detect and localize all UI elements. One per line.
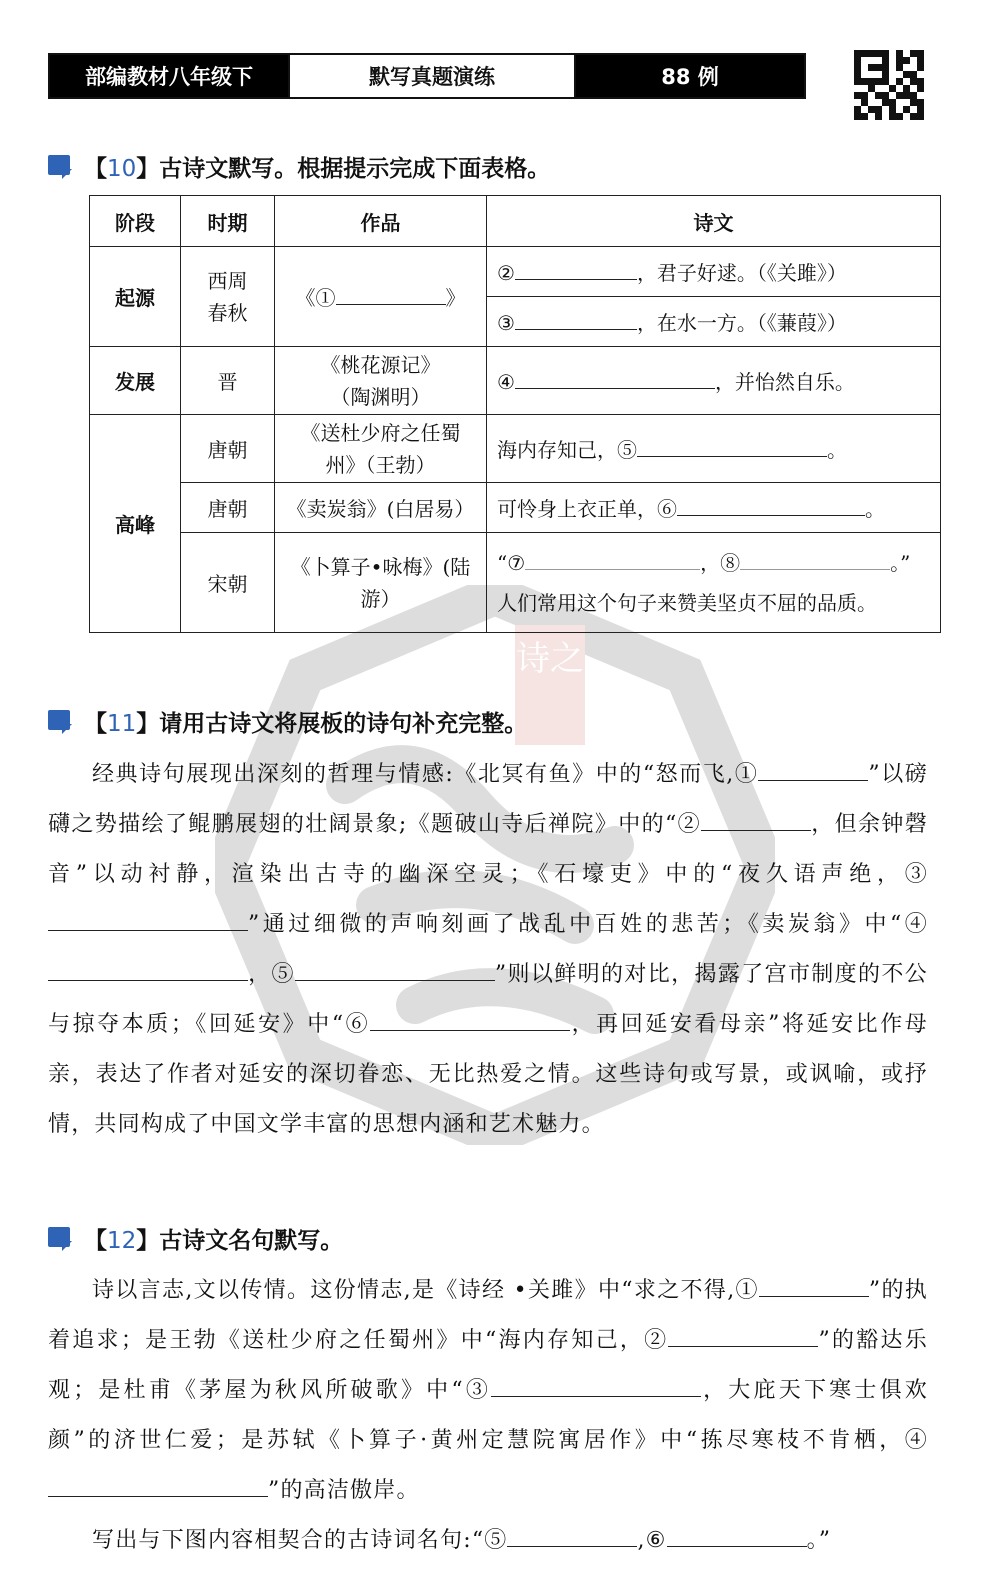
bookmark-icon (48, 1227, 74, 1251)
header-title: 默写真题演练 (288, 55, 576, 97)
question-text: 古诗文名句默写。 (159, 1228, 344, 1254)
answer-blank-6[interactable] (677, 495, 865, 516)
answer-blank-5[interactable] (507, 1524, 637, 1547)
answer-blank-6[interactable] (370, 1008, 570, 1031)
answer-blank-1[interactable] (758, 758, 868, 781)
question-number: 10 (107, 156, 137, 182)
answer-blank-4[interactable] (48, 1474, 268, 1497)
col-header-stage: 阶段 (90, 196, 181, 247)
question-12-body: 诗以言志,文以传情。这份情志,是《诗经 •关雎》中“求之不得,① ”的执着追求；是王勃《送杜少府之任蜀州》中“海内存知己，② ”的豁达乐观；是杜甫《茅屋为秋风所破歌》中“③ ，大庇天下寒士俱欢颜”的济世仁爱；是苏轼《卜算子·黄州定慧院寓居作》中“拣尽寒枝不肯栖，④”的高洁傲岸。 写出与下图内容相契合的古诗词名句:“⑤ ,⑥ 。” (48, 1266, 928, 1566)
work-cell: 《桃花源记》 （陶渊明） (275, 347, 487, 415)
stage-development: 发展 (90, 347, 181, 415)
header-textbook: 部编教材八年级下 (50, 55, 288, 97)
question-text: 请用古诗文将展板的诗句补充完整。 (159, 711, 528, 737)
question-11-title: 【11】 请用古诗文将展板的诗句补充完整。 (48, 705, 527, 738)
stage-origin: 起源 (90, 247, 181, 347)
answer-blank-2[interactable] (515, 259, 637, 280)
col-header-poem: 诗文 (487, 196, 941, 247)
poem-cell: 可怜身上衣正单，⑥ 。 (487, 483, 941, 533)
question-text: 古诗文默写。根据提示完成下面表格。 (159, 156, 551, 182)
svg-text:诗之: 诗之 (516, 639, 584, 679)
col-header-period: 时期 (181, 196, 275, 247)
answer-blank-3[interactable] (48, 908, 248, 931)
header-bar (48, 53, 806, 99)
header-count: 88 例 (576, 55, 804, 97)
answer-blank-1[interactable] (759, 1274, 869, 1297)
period-cell: 宋朝 (181, 533, 275, 633)
period-cell: 西周 春秋 (181, 247, 275, 347)
bookmark-icon (48, 155, 74, 179)
answer-blank-1[interactable] (336, 284, 446, 305)
answer-blank-6[interactable] (667, 1524, 807, 1547)
bookmark-icon (48, 710, 74, 734)
question-10-title: 【10】 古诗文默写。根据提示完成下面表格。 (48, 150, 550, 183)
work-cell: 《卖炭翁》(白居易） (275, 483, 487, 533)
work-cell: 《① 》 (275, 247, 487, 347)
poem-cell: ③ ，在水一方。（《蒹葭》） (487, 297, 941, 347)
poem-cell: ② ，君子好逑。（《关雎》） (487, 247, 941, 297)
question-11-body: 经典诗句展现出深刻的哲理与情感:《北冥有鱼》中的“怒而飞,① ”以磅礴之势描绘了鲲鹏展翅的壮阔景象;《题破山寺后禅院》中的“② ，但余钟磬音”以动衬静，渲染出古寺的幽深空灵；《石壕吏》中的“夜久语声绝，③”通过细微的声响刻画了战乱中百姓的悲苦；《卖炭翁》中“④，⑤ ”则以鲜明的对比，揭露了宫市制度的不公与掠夺本质；《回延安》中“⑥ ，再回延安看母亲”将延安比作母亲，表达了作者对延安的深切眷恋、无比热爱之情。这些诗句或写景，或讽喻，或抒情，共同构成了中国文学丰富的思想内涵和艺术魅力。 (48, 750, 928, 1150)
answer-blank-4[interactable] (48, 958, 248, 981)
answer-blank-5[interactable] (637, 436, 827, 457)
answer-blank-2[interactable] (701, 808, 811, 831)
question-number: 11 (107, 711, 137, 737)
answer-blank-3[interactable] (491, 1374, 701, 1397)
period-cell: 晋 (181, 347, 275, 415)
answer-blank-5[interactable] (295, 958, 495, 981)
question-number: 12 (107, 1228, 137, 1254)
stage-peak: 高峰 (90, 415, 181, 633)
period-cell: 唐朝 (181, 415, 275, 483)
poem-table (89, 195, 941, 633)
poem-cell: 海内存知己，⑤ 。 (487, 415, 941, 483)
answer-blank-4[interactable] (515, 368, 715, 389)
answer-blank-7[interactable] (525, 549, 700, 570)
work-cell: 《送杜少府之任蜀 州》（王勃） (275, 415, 487, 483)
period-cell: 唐朝 (181, 483, 275, 533)
question-12-title: 【12】 古诗文名句默写。 (48, 1222, 343, 1255)
work-cell: 《卜算子•咏梅》(陆 游） (275, 533, 487, 633)
qr-code-icon (854, 50, 924, 120)
col-header-work: 作品 (275, 196, 487, 247)
poem-cell: “⑦ ，⑧ 。” 人们常用这个句子来赞美坚贞不屈的品质。 (487, 533, 941, 633)
answer-blank-8[interactable] (740, 549, 890, 570)
answer-blank-3[interactable] (515, 309, 637, 330)
answer-blank-2[interactable] (668, 1324, 818, 1347)
poem-cell: ④ ，并怡然自乐。 (487, 347, 941, 415)
